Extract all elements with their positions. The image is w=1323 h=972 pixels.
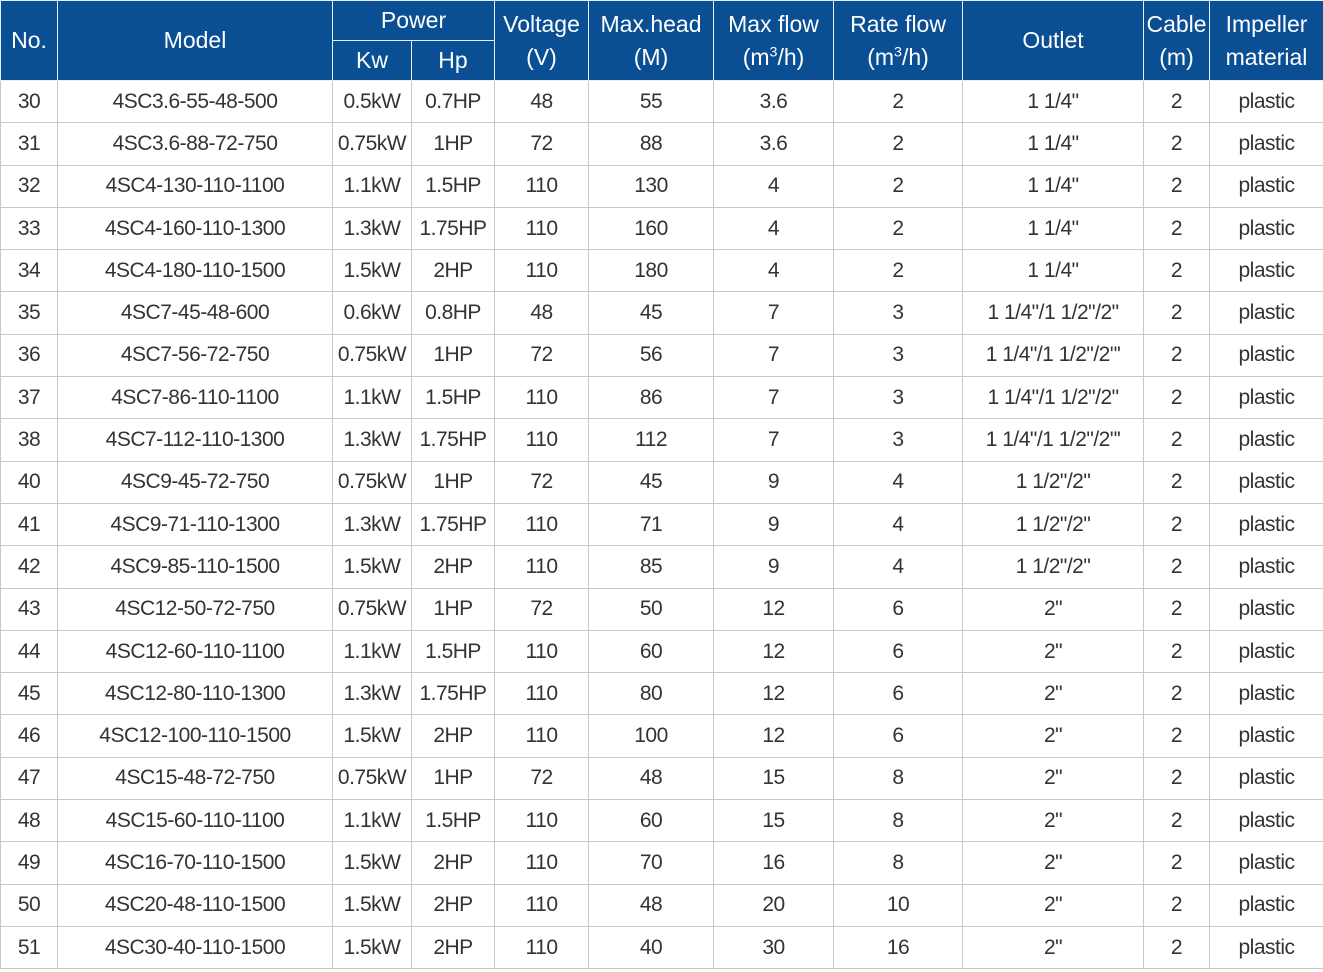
cell-kw: 0.75kW [333,588,412,630]
cell-rate-flow: 6 [834,673,963,715]
cell-model: 4SC15-48-72-750 [58,757,333,799]
cell-voltage: 110 [495,503,589,545]
cell-max-head: 45 [589,461,714,503]
cell-impeller-material: plastic [1210,207,1323,249]
table-row [1,165,1323,207]
cell-rate-flow: 2 [834,123,963,165]
cell-model: 4SC16-70-110-1500 [58,842,333,884]
cell-max-head: 160 [589,207,714,249]
header-hp: Hp [412,41,495,81]
cell-outlet: 1 1/4" [963,81,1144,123]
cell-kw: 1.1kW [333,165,412,207]
cell-kw: 0.75kW [333,461,412,503]
cell-max-flow: 7 [714,419,834,461]
cell-no: 50 [1,884,58,926]
cell-hp: 2HP [412,546,495,588]
cell-max-flow: 3.6 [714,123,834,165]
cell-voltage: 110 [495,673,589,715]
cell-voltage: 110 [495,546,589,588]
cell-no: 34 [1,250,58,292]
cell-max-flow: 4 [714,250,834,292]
cell-impeller-material: plastic [1210,123,1323,165]
cell-outlet: 1 1/4" [963,207,1144,249]
cell-impeller-material: plastic [1210,588,1323,630]
header-max-head: Max.head (M) [589,1,714,81]
table-row [1,377,1323,419]
cell-outlet: 2" [963,884,1144,926]
cell-model: 4SC7-56-72-750 [58,334,333,376]
cell-kw: 0.5kW [333,81,412,123]
table-row [1,588,1323,630]
cell-model: 4SC12-50-72-750 [58,588,333,630]
cell-max-head: 112 [589,419,714,461]
cell-impeller-material: plastic [1210,842,1323,884]
cell-rate-flow: 3 [834,292,963,334]
cell-impeller-material: plastic [1210,546,1323,588]
table-row [1,292,1323,334]
cell-outlet: 2" [963,715,1144,757]
cell-outlet: 2" [963,757,1144,799]
cell-impeller-material: plastic [1210,377,1323,419]
cell-max-flow: 30 [714,926,834,968]
cell-kw: 1.5kW [333,884,412,926]
cell-rate-flow: 4 [834,461,963,503]
cell-voltage: 48 [495,292,589,334]
cell-voltage: 72 [495,334,589,376]
cell-kw: 1.5kW [333,250,412,292]
cell-voltage: 110 [495,377,589,419]
cell-max-head: 56 [589,334,714,376]
cell-impeller-material: plastic [1210,673,1323,715]
table-row [1,630,1323,672]
cell-max-head: 80 [589,673,714,715]
table-row [1,842,1323,884]
cell-voltage: 110 [495,842,589,884]
cell-cable: 2 [1144,207,1210,249]
cell-max-head: 55 [589,81,714,123]
table-row [1,926,1323,968]
cell-hp: 1HP [412,757,495,799]
table-row [1,461,1323,503]
cell-cable: 2 [1144,503,1210,545]
cell-impeller-material: plastic [1210,81,1323,123]
cell-no: 45 [1,673,58,715]
cell-hp: 2HP [412,250,495,292]
cell-outlet: 1 1/2"/2" [963,461,1144,503]
cell-no: 37 [1,377,58,419]
cell-no: 42 [1,546,58,588]
cell-no: 51 [1,926,58,968]
cell-kw: 0.75kW [333,123,412,165]
table-body [1,81,1323,969]
cell-rate-flow: 6 [834,588,963,630]
cell-no: 43 [1,588,58,630]
cell-impeller-material: plastic [1210,884,1323,926]
cell-cable: 2 [1144,334,1210,376]
cell-kw: 1.5kW [333,842,412,884]
cell-rate-flow: 8 [834,757,963,799]
cell-no: 33 [1,207,58,249]
cell-voltage: 72 [495,461,589,503]
cell-model: 4SC4-160-110-1300 [58,207,333,249]
cell-voltage: 110 [495,207,589,249]
header-kw: Kw [333,41,412,81]
cell-impeller-material: plastic [1210,292,1323,334]
cell-hp: 1.75HP [412,503,495,545]
cell-rate-flow: 10 [834,884,963,926]
cell-voltage: 110 [495,419,589,461]
cell-rate-flow: 4 [834,503,963,545]
cell-impeller-material: plastic [1210,334,1323,376]
cell-rate-flow: 6 [834,715,963,757]
cell-model: 4SC30-40-110-1500 [58,926,333,968]
table-row [1,715,1323,757]
table-row [1,757,1323,799]
cell-model: 4SC15-60-110-1100 [58,800,333,842]
cell-voltage: 110 [495,715,589,757]
header-max-flow: Max flow $(m^3/h)$ [714,1,834,81]
cell-kw: 0.75kW [333,757,412,799]
cell-max-head: 130 [589,165,714,207]
cell-outlet: 1 1/4"/1 1/2"/2"' [963,334,1144,376]
cell-outlet: 1 1/4"/1 1/2"/2"' [963,419,1144,461]
cell-hp: 1.75HP [412,419,495,461]
cell-model: 4SC3.6-55-48-500 [58,81,333,123]
cell-model: 4SC12-100-110-1500 [58,715,333,757]
table-row [1,334,1323,376]
cell-kw: 1.5kW [333,926,412,968]
cell-max-head: 100 [589,715,714,757]
cell-voltage: 110 [495,250,589,292]
cell-hp: 0.7HP [412,81,495,123]
cell-outlet: 2" [963,800,1144,842]
cell-kw: 1.3kW [333,673,412,715]
cell-outlet: 1 1/2"/2" [963,546,1144,588]
cell-max-flow: 7 [714,292,834,334]
cell-model: 4SC7-112-110-1300 [58,419,333,461]
cell-outlet: 2" [963,842,1144,884]
cell-rate-flow: 2 [834,165,963,207]
cell-rate-flow: 3 [834,419,963,461]
table-header [1,1,1323,81]
cell-max-flow: 16 [714,842,834,884]
cell-voltage: 110 [495,800,589,842]
cell-cable: 2 [1144,250,1210,292]
cell-max-flow: 12 [714,673,834,715]
cell-no: 32 [1,165,58,207]
cell-max-head: 180 [589,250,714,292]
cell-max-flow: 4 [714,207,834,249]
cell-rate-flow: 2 [834,207,963,249]
cell-no: 46 [1,715,58,757]
cell-hp: 2HP [412,884,495,926]
cell-rate-flow: 3 [834,377,963,419]
cell-voltage: 72 [495,588,589,630]
table-row [1,207,1323,249]
cell-cable: 2 [1144,673,1210,715]
cell-max-head: 50 [589,588,714,630]
cell-voltage: 110 [495,926,589,968]
cell-kw: 1.3kW [333,503,412,545]
header-voltage: Voltage (V) [495,1,589,81]
cell-impeller-material: plastic [1210,926,1323,968]
cell-max-head: 88 [589,123,714,165]
table-row [1,673,1323,715]
cell-voltage: 110 [495,884,589,926]
cell-hp: 2HP [412,842,495,884]
cell-model: 4SC12-60-110-1100 [58,630,333,672]
cell-hp: 1.5HP [412,165,495,207]
cell-model: 4SC7-86-110-1100 [58,377,333,419]
cell-hp: 0.8HP [412,292,495,334]
cell-voltage: 72 [495,123,589,165]
cell-cable: 2 [1144,546,1210,588]
cell-voltage: 110 [495,165,589,207]
cell-no: 31 [1,123,58,165]
cell-no: 48 [1,800,58,842]
cell-max-head: 60 [589,630,714,672]
cell-max-flow: 12 [714,630,834,672]
cell-model: 4SC7-45-48-600 [58,292,333,334]
cell-max-head: 40 [589,926,714,968]
cell-max-head: 85 [589,546,714,588]
cell-voltage: 48 [495,81,589,123]
cell-voltage: 110 [495,630,589,672]
cell-cable: 2 [1144,292,1210,334]
cell-rate-flow: 4 [834,546,963,588]
table-row [1,800,1323,842]
cell-model: 4SC9-45-72-750 [58,461,333,503]
table-row [1,123,1323,165]
cell-hp: 1HP [412,588,495,630]
cell-impeller-material: plastic [1210,715,1323,757]
cell-impeller-material: plastic [1210,503,1323,545]
cell-cable: 2 [1144,800,1210,842]
header-power: Power [333,1,495,41]
cell-hp: 1HP [412,461,495,503]
cell-cable: 2 [1144,461,1210,503]
cell-cable: 2 [1144,588,1210,630]
cell-rate-flow: 2 [834,250,963,292]
cell-max-head: 60 [589,800,714,842]
table-row [1,419,1323,461]
cell-max-flow: 9 [714,503,834,545]
header-rate-flow: Rate flow $(m^3/h)$ [834,1,963,81]
cell-model: 4SC12-80-110-1300 [58,673,333,715]
table-row [1,503,1323,545]
cell-max-head: 48 [589,757,714,799]
cell-kw: 1.5kW [333,546,412,588]
cell-model: 4SC9-71-110-1300 [58,503,333,545]
cell-max-flow: 20 [714,884,834,926]
cell-hp: 2HP [412,715,495,757]
cell-hp: 2HP [412,926,495,968]
cell-impeller-material: plastic [1210,419,1323,461]
cell-max-flow: 9 [714,546,834,588]
table-row [1,81,1323,123]
cell-max-head: 45 [589,292,714,334]
header-impeller-material: Impeller material [1210,1,1323,81]
cell-rate-flow: 16 [834,926,963,968]
header-outlet: Outlet [963,1,1144,81]
cell-hp: 1.5HP [412,377,495,419]
cell-cable: 2 [1144,377,1210,419]
cell-max-head: 71 [589,503,714,545]
cell-outlet: 1 1/2"/2" [963,503,1144,545]
cell-max-head: 70 [589,842,714,884]
cell-outlet: 2" [963,588,1144,630]
header-model: Model [58,1,333,81]
cell-no: 40 [1,461,58,503]
cell-model: 4SC3.6-88-72-750 [58,123,333,165]
cell-max-flow: 15 [714,800,834,842]
table-row [1,250,1323,292]
cell-cable: 2 [1144,842,1210,884]
cell-hp: 1.75HP [412,673,495,715]
cell-voltage: 72 [495,757,589,799]
cell-no: 44 [1,630,58,672]
cell-cable: 2 [1144,419,1210,461]
cell-outlet: 1 1/4" [963,250,1144,292]
cell-max-flow: 7 [714,377,834,419]
cell-max-flow: 3.6 [714,81,834,123]
cell-impeller-material: plastic [1210,630,1323,672]
cell-impeller-material: plastic [1210,165,1323,207]
cell-hp: 1HP [412,123,495,165]
cell-model: 4SC9-85-110-1500 [58,546,333,588]
cell-rate-flow: 2 [834,81,963,123]
cell-max-flow: 15 [714,757,834,799]
table-row [1,546,1323,588]
cell-kw: 1.5kW [333,715,412,757]
cell-hp: 1.5HP [412,800,495,842]
cell-no: 35 [1,292,58,334]
cell-outlet: 2" [963,630,1144,672]
cell-cable: 2 [1144,926,1210,968]
cell-max-flow: 12 [714,588,834,630]
cell-rate-flow: 3 [834,334,963,376]
cell-max-head: 86 [589,377,714,419]
cell-kw: 1.3kW [333,207,412,249]
cell-cable: 2 [1144,715,1210,757]
cell-max-flow: 7 [714,334,834,376]
cell-rate-flow: 8 [834,842,963,884]
cell-no: 30 [1,81,58,123]
cell-kw: 0.75kW [333,334,412,376]
cell-cable: 2 [1144,123,1210,165]
cell-no: 38 [1,419,58,461]
cell-impeller-material: plastic [1210,250,1323,292]
cell-model: 4SC4-180-110-1500 [58,250,333,292]
cell-impeller-material: plastic [1210,461,1323,503]
cell-max-flow: 12 [714,715,834,757]
cell-max-head: 48 [589,884,714,926]
cell-cable: 2 [1144,165,1210,207]
cell-impeller-material: plastic [1210,757,1323,799]
cell-kw: 1.1kW [333,800,412,842]
cell-cable: 2 [1144,884,1210,926]
cell-no: 41 [1,503,58,545]
cell-model: 4SC4-130-110-1100 [58,165,333,207]
cell-outlet: 1 1/4" [963,123,1144,165]
cell-max-flow: 4 [714,165,834,207]
header-no: No. [1,1,58,81]
cell-outlet: 2" [963,673,1144,715]
cell-outlet: 2" [963,926,1144,968]
cell-kw: 1.3kW [333,419,412,461]
cell-hp: 1.75HP [412,207,495,249]
cell-hp: 1.5HP [412,630,495,672]
cell-no: 49 [1,842,58,884]
cell-kw: 1.1kW [333,630,412,672]
cell-cable: 2 [1144,81,1210,123]
cell-outlet: 1 1/4"/1 1/2"/2" [963,292,1144,334]
table-row [1,884,1323,926]
cell-no: 47 [1,757,58,799]
cell-kw: 1.1kW [333,377,412,419]
cell-cable: 2 [1144,757,1210,799]
cell-outlet: 1 1/4"/1 1/2"/2" [963,377,1144,419]
cell-impeller-material: plastic [1210,800,1323,842]
cell-cable: 2 [1144,630,1210,672]
cell-model: 4SC20-48-110-1500 [58,884,333,926]
cell-rate-flow: 8 [834,800,963,842]
cell-kw: 0.6kW [333,292,412,334]
cell-rate-flow: 6 [834,630,963,672]
cell-outlet: 1 1/4" [963,165,1144,207]
cell-hp: 1HP [412,334,495,376]
header-cable: Cable (m) [1144,1,1210,81]
cell-no: 36 [1,334,58,376]
cell-max-flow: 9 [714,461,834,503]
